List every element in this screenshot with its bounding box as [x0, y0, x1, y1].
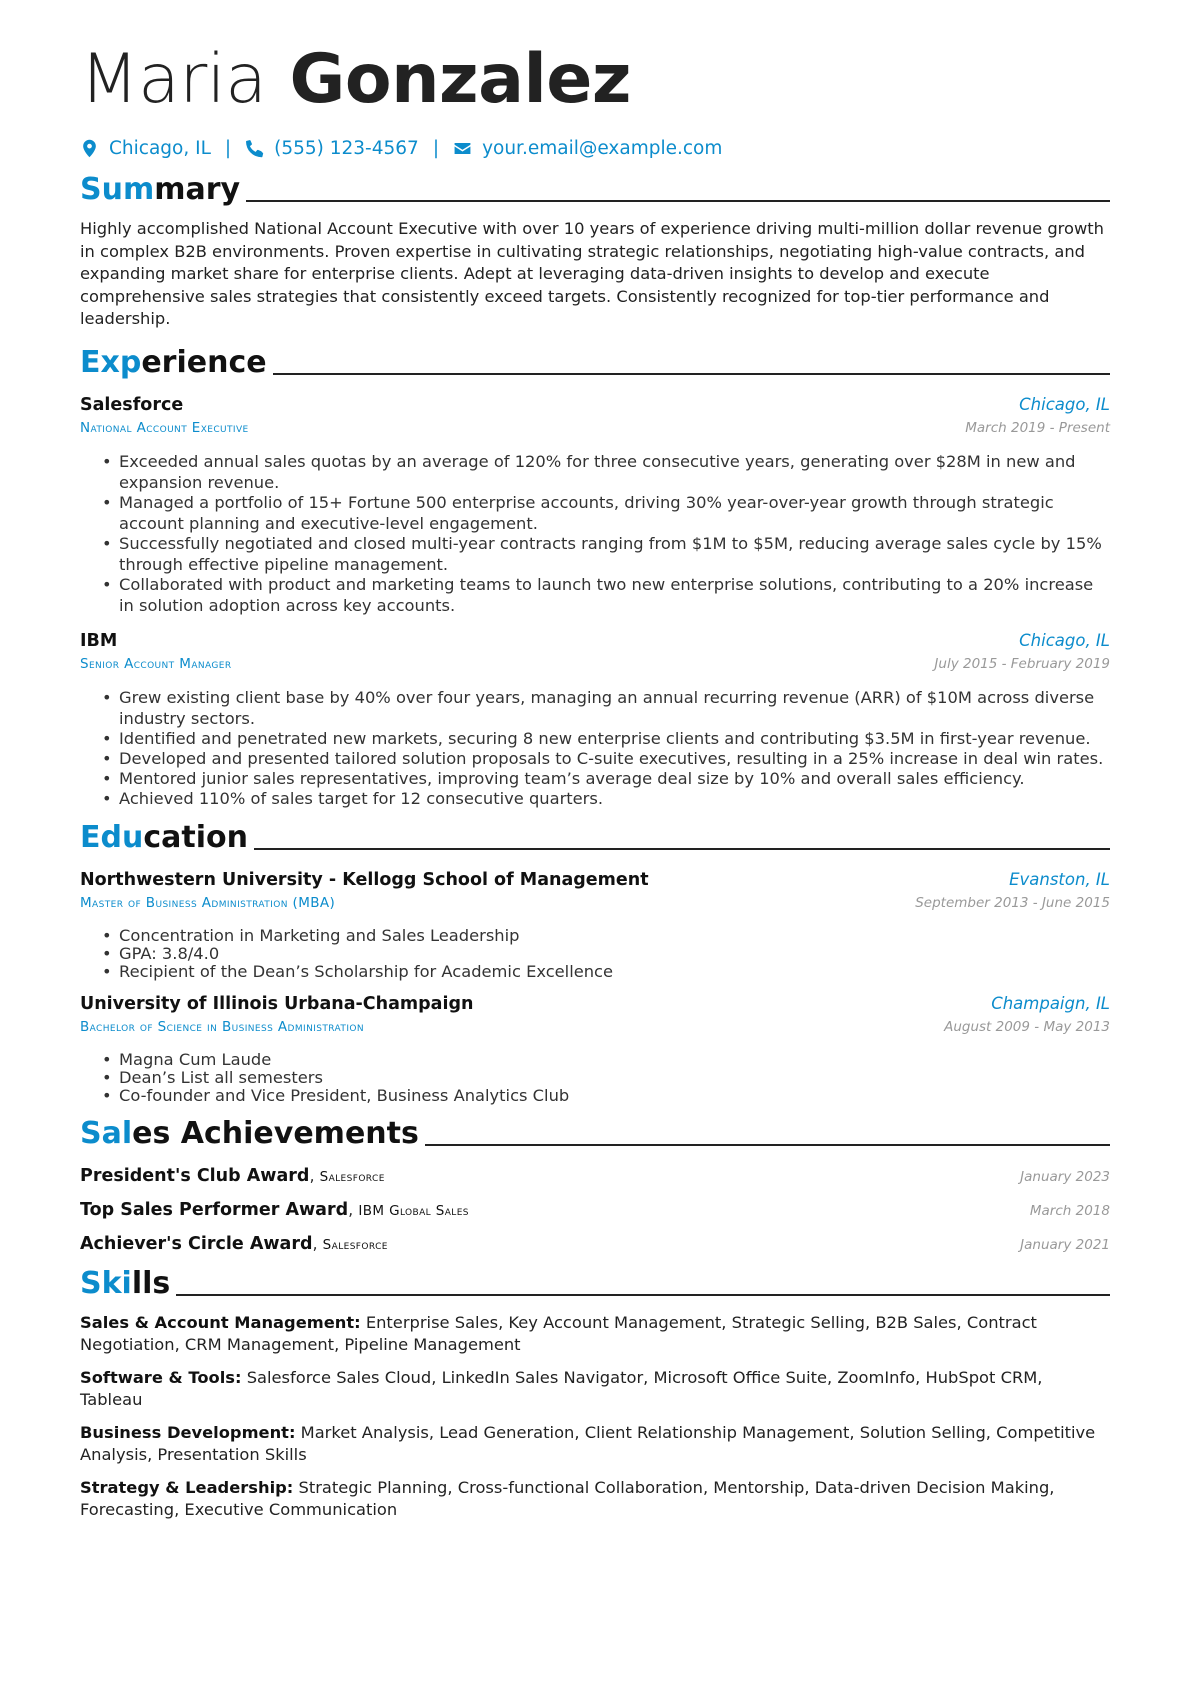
section-divider [425, 1144, 1110, 1146]
award-date: January 2023 [1020, 1168, 1110, 1185]
award-date: January 2021 [1020, 1236, 1110, 1253]
award-name: Top Sales Performer Award [80, 1199, 349, 1220]
last-name: Gonzalez [289, 40, 631, 119]
list-item: • Exceeded annual sales quotas by an average of 120% for three consecutive years, generating over $28M in new and expansion revenue. [102, 451, 1110, 493]
list-item: • Identified and penetrated new markets, securing 8 new enterprise clients and contributing $3.5M in first-year revenue. [102, 728, 1110, 749]
education-entry [80, 992, 1110, 1105]
skill-line [80, 1367, 1110, 1412]
skill-line [80, 1312, 1110, 1357]
bullet-list [80, 926, 1110, 981]
job-title: Senior Account Manager [80, 655, 232, 672]
section-divider [176, 1294, 1110, 1296]
list-item: • Dean’s List all semesters [102, 1068, 1110, 1087]
skills-heading [80, 1262, 1110, 1302]
candidate-name [80, 0, 1110, 118]
experience-entry [80, 629, 1110, 809]
list-item: • Co-founder and Vice President, Business Analytics Club [102, 1086, 1110, 1105]
skill-label: Business Development: [80, 1422, 296, 1442]
bullet-list [80, 687, 1110, 809]
list-item: • Magna Cum Laude [102, 1050, 1110, 1069]
contact-separator: | [224, 137, 232, 159]
skill-values: Enterprise Sales, Key Account Management, Strategic Selling, B2B Sales, Contract Negotiation, CRM Management, Pipeline Management [80, 1312, 1037, 1354]
education-entry [80, 868, 1110, 981]
award-date: March 2018 [1029, 1202, 1110, 1219]
entry-location: Chicago, IL [1019, 630, 1110, 650]
section-title: Sales Achievements [80, 1115, 419, 1151]
section-title: Experience [80, 344, 267, 380]
company-name: Salesforce [80, 394, 184, 415]
bullet-list [80, 451, 1110, 616]
contact-separator: | [432, 137, 440, 159]
list-item: • Managed a portfolio of 15+ Fortune 500 enterprise accounts, driving 30% year-over-year growth through strategic account planning and executive-level engagement. [102, 492, 1110, 534]
experience-entry [80, 393, 1110, 616]
map-marker-icon [80, 139, 99, 158]
location-text: Chicago, IL [109, 137, 211, 159]
summary-text: Highly accomplished National Account Executive with over 10 years of experience driving multi-million dollar revenue growth in complex B2B environments. Proven expertise in cultivating strategic relationships, negotiating high-value contracts, and expanding market share for enterprise clients. Adept at leveraging data-driven insights to develop and execute comprehensive sales strategies that consistently exceed targets. Consistently recognized for top-tier performance and leadership. [80, 219, 1105, 328]
school-name: University of Illinois Urbana-Champaign [80, 993, 474, 1014]
award-org: Salesforce [322, 1236, 388, 1253]
education-heading [80, 816, 1110, 856]
list-item: • Mentored junior sales representatives, improving team’s average deal size by 10% and overall sales efficiency. [102, 768, 1110, 789]
list-item: • Recipient of the Dean’s Scholarship for Academic Excellence [102, 962, 1110, 981]
degree-name: Bachelor of Science in Business Administration [80, 1018, 364, 1035]
company-name: IBM [80, 630, 118, 651]
award-name: President's Club Award [80, 1165, 310, 1186]
list-item: • GPA: 3.8/4.0 [102, 944, 1110, 963]
entry-dates: August 2009 - May 2013 [944, 1018, 1110, 1035]
skill-values: Market Analysis, Lead Generation, Client Relationship Management, Solution Selling, Competitive Analysis, Presentation Skills [80, 1422, 1096, 1464]
entry-location: Champaign, IL [991, 993, 1110, 1013]
phone-icon [245, 139, 264, 158]
job-title: National Account Executive [80, 419, 249, 436]
section-divider [246, 200, 1110, 202]
list-item: • Collaborated with product and marketing teams to launch two new enterprise solutions, contributing to a 20% increase in solution adoption across key accounts. [102, 574, 1110, 616]
achievements-heading [80, 1112, 1110, 1152]
email-text: your.email@example.com [482, 137, 723, 159]
section-divider [254, 848, 1110, 850]
skill-label: Software & Tools: [80, 1367, 242, 1387]
degree-name: Master of Business Administration (MBA) [80, 894, 336, 911]
section-title: Summary [80, 172, 241, 207]
summary-heading [80, 168, 1110, 208]
section-divider [273, 373, 1110, 375]
award-item: President's Club Award, Salesforce January 2023 [80, 1165, 1110, 1186]
award-item: Achiever's Circle Award, Salesforce January 2021 [80, 1233, 1110, 1254]
skill-values: Strategic Planning, Cross-functional Collaboration, Mentorship, Data-driven Decision Making, Forecasting, Executive Communication [80, 1477, 1055, 1519]
award-org: IBM Global Sales [358, 1202, 469, 1219]
award-name: Achiever's Circle Award [80, 1233, 313, 1254]
entry-dates: July 2015 - February 2019 [934, 655, 1110, 672]
award-org: Salesforce [319, 1168, 385, 1185]
entry-location: Chicago, IL [1019, 394, 1110, 414]
contact-location [80, 138, 211, 159]
list-item: • Achieved 110% of sales target for 12 consecutive quarters. [102, 788, 1110, 809]
entry-location: Evanston, IL [1009, 869, 1110, 889]
section-title: Skills [80, 1265, 171, 1301]
list-item: • Concentration in Marketing and Sales Leadership [102, 926, 1110, 945]
skill-label: Strategy & Leadership: [80, 1477, 294, 1497]
contact-email[interactable] [453, 138, 722, 159]
award-item: Top Sales Performer Award, IBM Global Sales March 2018 [80, 1199, 1110, 1220]
school-name: Northwestern University - Kellogg School of Management [80, 869, 649, 890]
skill-label: Sales & Account Management: [80, 1312, 361, 1332]
list-item: • Developed and presented tailored solution proposals to C-suite executives, resulting in a 25% increase in deal win rates. [102, 748, 1110, 769]
experience-heading [80, 341, 1110, 381]
envelope-icon [453, 139, 472, 158]
phone-text: (555) 123-4567 [274, 137, 419, 159]
first-name: Maria [80, 40, 267, 119]
section-title: Education [80, 819, 248, 855]
list-item: • Successfully negotiated and closed multi-year contracts ranging from $1M to $5M, reducing average sales cycle by 15% through effective pipeline management. [102, 533, 1110, 575]
skill-values: Salesforce Sales Cloud, LinkedIn Sales Navigator, Microsoft Office Suite, ZoomInfo, HubSpot CRM, Tableau [80, 1367, 1043, 1409]
bullet-list [80, 1050, 1110, 1105]
skill-line [80, 1422, 1110, 1467]
entry-dates: September 2013 - June 2015 [915, 894, 1110, 911]
contact-phone[interactable] [245, 138, 419, 159]
entry-dates: March 2019 - Present [965, 419, 1110, 436]
list-item: • Grew existing client base by 40% over four years, managing an annual recurring revenue (ARR) of $10M across diverse industry sectors. [102, 687, 1110, 729]
contact-line [80, 134, 1110, 162]
skill-line [80, 1477, 1110, 1522]
